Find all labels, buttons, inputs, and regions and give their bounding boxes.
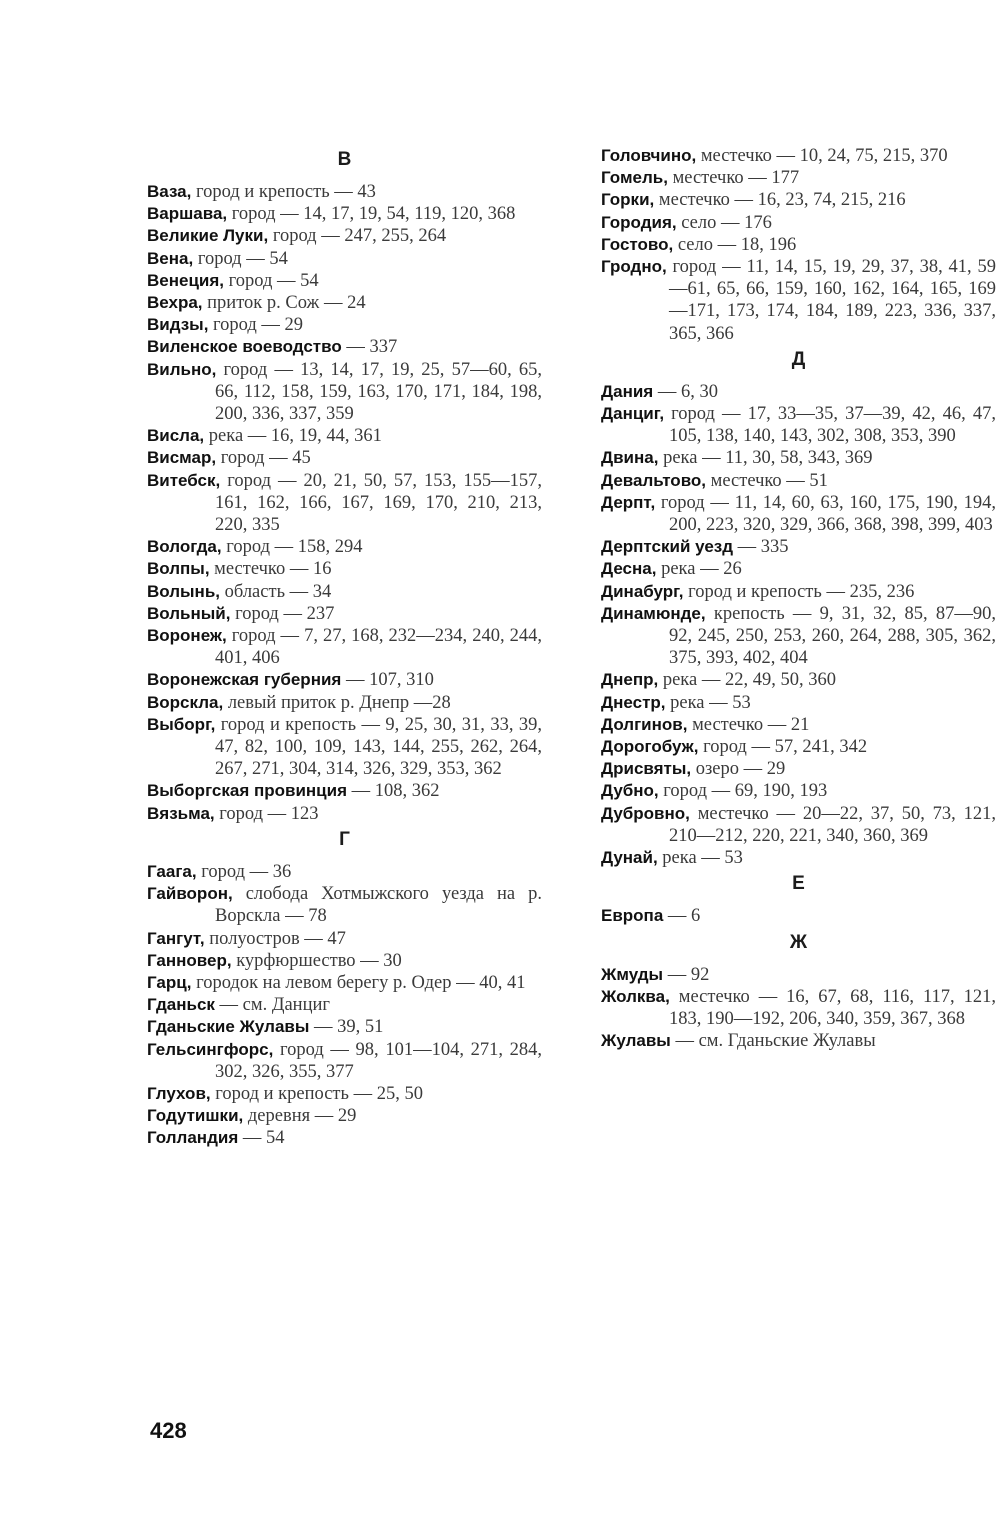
entry-name: Выборг,: [147, 714, 216, 734]
index-entry: [601, 536, 996, 558]
entry-references: город и крепость — 25, 50: [210, 1083, 423, 1104]
index-entry: [601, 964, 996, 986]
index-entry: [601, 603, 996, 670]
entry-name: Видзы,: [147, 315, 209, 335]
entry-name: Дрисвяты,: [601, 759, 692, 779]
index-entry: [601, 234, 996, 256]
entry-name: Дания: [601, 381, 654, 401]
index-entry: [601, 212, 996, 234]
entry-references: город — 13, 14, 17, 19, 25, 57—60, 65, 66, 112, 158, 159, 163, 170, 171, 184, 198, 200, 336, 337, 359: [215, 359, 542, 425]
entry-references: город — 98, 101—104, 271, 284, 302, 326, 355, 377: [215, 1039, 542, 1082]
index-entry: [147, 780, 542, 802]
entry-name: Голландия: [147, 1128, 239, 1148]
index-entry: [147, 359, 542, 426]
section-letter: Г: [339, 828, 350, 850]
index-entry: [147, 425, 542, 447]
index-entry: [147, 714, 542, 781]
entry-references: река — 22, 49, 50, 360: [658, 670, 836, 691]
entry-references: город — 17, 33—35, 37—39, 42, 46, 47, 105, 138, 140, 143, 302, 308, 353, 390: [664, 404, 996, 447]
index-entry: [147, 1039, 542, 1083]
index-entry: [601, 167, 996, 189]
entry-name: Долгинов,: [601, 714, 688, 734]
entry-references: местечко — 16, 67, 68, 116, 117, 121, 183, 190—192, 206, 340, 359, 367, 368: [669, 986, 996, 1029]
entry-name: Дерптский уезд: [601, 537, 734, 557]
entry-references: — 335: [733, 537, 789, 558]
entry-name: Гданьск: [147, 995, 215, 1015]
entry-name: Динамюнде,: [601, 603, 706, 623]
entry-name: Витебск,: [147, 470, 221, 490]
entry-name: Гайворон,: [147, 884, 233, 904]
entry-name: Динабург,: [601, 581, 684, 601]
index-entry: [147, 972, 542, 994]
index-entry: [147, 692, 542, 714]
entry-references: город — 29: [208, 315, 304, 336]
entry-name: Жмуды: [601, 964, 664, 984]
entry-references: городок на левом берегу р. Одер — 40, 41: [191, 972, 526, 993]
entry-references: приток р. Сож — 24: [202, 293, 366, 314]
index-entry: [147, 536, 542, 558]
entry-name: Девальтово,: [601, 470, 707, 490]
index-entry: [147, 581, 542, 603]
index-entry: [147, 1016, 542, 1038]
index-entry: [147, 203, 542, 225]
entry-references: город — 7, 27, 168, 232—234, 240, 244, 401, 406: [215, 626, 542, 669]
index-entry: [601, 1030, 996, 1052]
entry-name: Дубно,: [601, 781, 659, 801]
entry-name: Ворскла,: [147, 692, 224, 712]
entry-references: — 92: [663, 964, 710, 985]
entry-name: Городия,: [601, 212, 677, 232]
entry-references: — 54: [238, 1128, 285, 1149]
entry-references: город и крепость — 9, 25, 30, 31, 33, 39, 47, 82, 100, 109, 143, 144, 255, 262, 264, 267, 271, 304, 314, 326, 329, 353, 362: [215, 714, 542, 780]
entry-name: Горки,: [601, 190, 655, 210]
entry-name: Гельсингфорс,: [147, 1039, 274, 1059]
index-entry: [601, 692, 996, 714]
entry-references: город — 20, 21, 50, 57, 153, 155—157, 161, 162, 166, 167, 169, 170, 210, 213, 220, 335: [215, 470, 542, 536]
entry-references: полуостров — 47: [204, 928, 346, 949]
index-entry: [601, 736, 996, 758]
entry-name: Гарц,: [147, 972, 192, 992]
index-entry: [147, 470, 542, 537]
entry-name: Вехра,: [147, 293, 203, 313]
index-entry: [601, 669, 996, 691]
index-entry: [601, 492, 996, 536]
index-entry: [601, 256, 996, 345]
entry-name: Волынь,: [147, 581, 220, 601]
index-entry: [147, 669, 542, 691]
index-entry: [147, 803, 542, 825]
index-entry: [147, 225, 542, 247]
index-entry: [147, 181, 542, 203]
entry-name: Варшава,: [147, 204, 228, 224]
entry-references: река — 53: [657, 848, 743, 869]
entry-name: Висмар,: [147, 448, 217, 468]
entry-references: — 6, 30: [653, 381, 718, 402]
entry-references: курфюршество — 30: [231, 950, 402, 971]
index-entry: [601, 558, 996, 580]
section-letter: Ж: [789, 931, 808, 953]
index-entry: [147, 1127, 542, 1149]
index-entry: [147, 861, 542, 883]
entry-name: Головчино,: [601, 146, 697, 165]
entry-name: Гангут,: [147, 928, 205, 948]
entry-references: город — 11, 14, 15, 19, 29, 37, 38, 41, 59—61, 65, 66, 159, 160, 162, 164, 165, 169—171, 173, 174, 184, 189, 223, 336, 337, 365, 366: [666, 257, 996, 344]
section-letter: Е: [792, 873, 805, 895]
entry-references: местечко — 10, 24, 75, 215, 370: [696, 146, 948, 166]
entry-name: Двина,: [601, 448, 659, 468]
index-entry: [601, 803, 996, 847]
entry-name: Дубровно,: [601, 803, 690, 823]
entry-name: Европа: [601, 906, 664, 926]
entry-references: — 337: [341, 337, 398, 358]
entry-name: Воронеж,: [147, 626, 227, 646]
entry-references: город — 247, 255, 264: [268, 226, 447, 247]
entry-name: Гостово,: [601, 234, 674, 254]
entry-name: Вологда,: [147, 537, 222, 557]
entry-name: Дунай,: [601, 848, 658, 868]
entry-name: Воронежская губерния: [147, 670, 342, 690]
index-entry: [601, 145, 996, 167]
entry-name: Десна,: [601, 559, 657, 579]
entry-name: Гомель,: [601, 168, 668, 188]
index-entry: [147, 928, 542, 950]
entry-name: Жулавы: [601, 1031, 671, 1051]
entry-references: город — 158, 294: [221, 537, 363, 558]
entry-references: местечко — 51: [706, 470, 828, 491]
index-entry: [601, 847, 996, 869]
index-entry: [601, 905, 996, 927]
entry-name: Великие Луки,: [147, 226, 269, 246]
index-entry: [147, 950, 542, 972]
index-column-left: [147, 145, 542, 1150]
index-entry: [601, 189, 996, 211]
entry-references: река — 16, 19, 44, 361: [204, 426, 382, 447]
index-entry: [147, 336, 542, 358]
entry-references: река — 26: [656, 559, 742, 580]
entry-name: Жолква,: [601, 986, 670, 1006]
entry-name: Годутишки,: [147, 1106, 244, 1126]
entry-references: деревня — 29: [243, 1106, 357, 1127]
entry-name: Гродно,: [601, 257, 667, 277]
entry-references: река — 11, 30, 58, 343, 369: [658, 448, 873, 469]
entry-references: город — 123: [214, 803, 319, 824]
index-entry: [601, 714, 996, 736]
entry-references: город — 57, 241, 342: [698, 737, 868, 758]
entry-references: область — 34: [220, 581, 332, 602]
entry-references: город — 69, 190, 193: [658, 781, 828, 802]
entry-references: озеро — 29: [691, 759, 786, 780]
entry-name: Вольный,: [147, 603, 231, 623]
entry-name: Вязьма,: [147, 803, 215, 823]
index-entry: [601, 986, 996, 1030]
entry-references: — см. Данциг: [214, 995, 330, 1016]
section-letter: Д: [791, 348, 806, 370]
entry-name: Вена,: [147, 248, 194, 268]
entry-references: город и крепость — 235, 236: [683, 581, 915, 602]
entry-name: Днестр,: [601, 692, 666, 712]
section-letter: В: [337, 149, 352, 170]
index-entry: [147, 625, 542, 669]
entry-name: Вильно,: [147, 359, 217, 379]
entry-references: река — 53: [665, 692, 751, 713]
entry-name: Дерпт,: [601, 492, 656, 512]
entry-name: Гаага,: [147, 861, 197, 881]
entry-references: — 6: [663, 906, 701, 927]
entry-name: Виленское воеводство: [147, 337, 342, 357]
entry-references: — 39, 51: [309, 1017, 384, 1038]
entry-name: Висла,: [147, 426, 205, 446]
entry-references: местечко — 20—22, 37, 50, 73, 121, 210—212, 220, 221, 340, 360, 369: [669, 803, 996, 846]
entry-references: — 107, 310: [341, 670, 434, 691]
entry-references: местечко — 21: [687, 714, 810, 735]
index-entry: [601, 581, 996, 603]
index-entry: [147, 1083, 542, 1105]
index-entry: [601, 780, 996, 802]
entry-references: город — 14, 17, 19, 54, 119, 120, 368: [227, 204, 516, 225]
entry-name: Гданьские Жулавы: [147, 1017, 310, 1037]
entry-references: местечко — 16, 23, 74, 215, 216: [654, 190, 906, 211]
index-entry: [601, 403, 996, 447]
index-entry: [147, 270, 542, 292]
entry-references: город и крепость — 43: [191, 182, 376, 202]
entry-references: левый приток р. Днепр —28: [223, 692, 451, 713]
entry-references: местечко — 16: [209, 559, 332, 580]
index-entry: [147, 1105, 542, 1127]
index-entry: [147, 292, 542, 314]
entry-name: Дорогобуж,: [601, 737, 699, 757]
entry-name: Данциг,: [601, 404, 665, 424]
index-column-right: [601, 145, 996, 1052]
entry-references: село — 18, 196: [673, 234, 797, 255]
entry-references: город — 36: [196, 861, 292, 882]
index-entry: [601, 470, 996, 492]
entry-name: Ганновер,: [147, 950, 232, 970]
entry-name: Глухов,: [147, 1083, 211, 1103]
index-entry: [147, 558, 542, 580]
entry-name: Днепр,: [601, 670, 659, 690]
index-entry: [147, 314, 542, 336]
entry-references: город — 54: [224, 270, 319, 291]
index-entry: [147, 447, 542, 469]
entry-references: — 108, 362: [347, 781, 440, 802]
index-entry: [601, 447, 996, 469]
entry-name: Выборгская провинция: [147, 781, 348, 801]
entry-name: Ваза,: [147, 182, 192, 201]
index-entry: [147, 248, 542, 270]
entry-references: город — 54: [193, 248, 288, 269]
entry-references: крепость — 9, 31, 32, 85, 87—90, 92, 245, 250, 253, 260, 264, 288, 305, 362, 375, 393, 402, 404: [669, 603, 996, 669]
index-entry: [601, 381, 996, 403]
entry-name: Венеция,: [147, 270, 224, 290]
entry-references: село — 176: [676, 212, 772, 233]
index-entry: [147, 994, 542, 1016]
entry-references: — см. Гданьские Жулавы: [670, 1031, 876, 1052]
entry-references: местечко — 177: [667, 168, 800, 189]
entry-references: слобода Хотмыжского уезда на р. Ворскла — 78: [215, 884, 542, 927]
entry-name: Волпы,: [147, 559, 210, 579]
index-entry: [601, 758, 996, 780]
index-entry: [147, 883, 542, 927]
entry-references: город — 237: [230, 603, 335, 624]
index-entry: [147, 603, 542, 625]
entry-references: город — 45: [216, 448, 311, 469]
entry-references: город — 11, 14, 60, 63, 160, 175, 190, 194, 200, 223, 320, 329, 366, 368, 398, 399, 403: [655, 492, 996, 536]
page-number: 428: [150, 1418, 187, 1443]
